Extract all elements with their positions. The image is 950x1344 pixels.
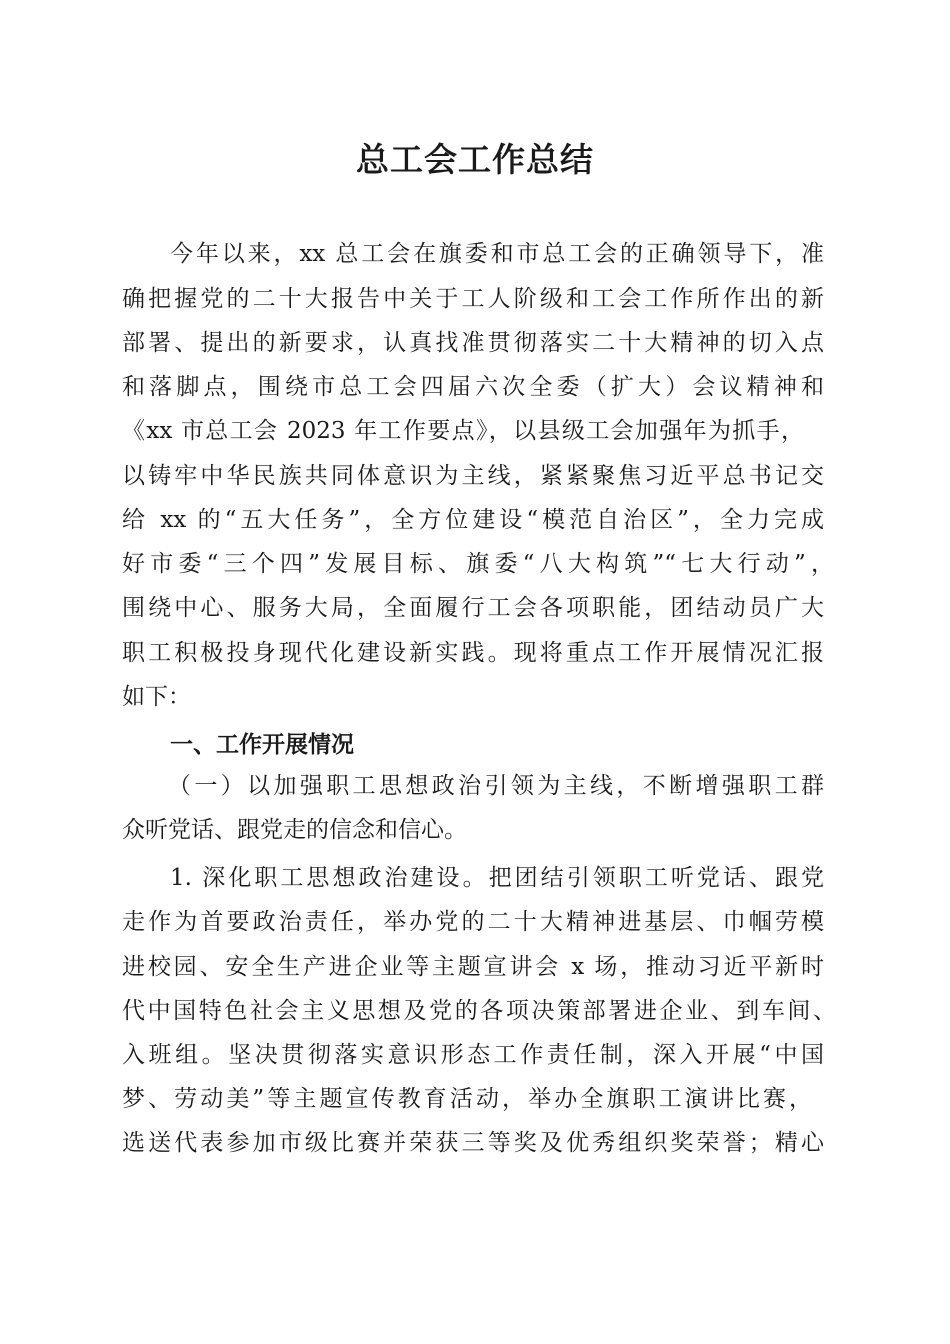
section-heading: 一、工作开展情况 bbox=[170, 732, 354, 758]
paragraph-line: 进校园、安全生产进企业等主题宣讲会 x 场，推动习近平新时 bbox=[122, 954, 824, 980]
page-title: 总工会工作总结 bbox=[356, 140, 594, 179]
paragraph-line: 选送代表参加市级比赛并荣获三等奖及优秀组织奖荣誉；精心 bbox=[122, 1130, 824, 1156]
paragraph-line: 如下： bbox=[122, 684, 191, 710]
paragraph-line: 确把握党的二十大报告中关于工人阶级和工会工作所作出的新 bbox=[122, 286, 824, 312]
paragraph-line: 好市委“三个四”发展目标、旗委“八大构筑”“七大行动”， bbox=[122, 551, 834, 577]
paragraph-line: 1. 深化职工思想政治建设。把团结引领职工听党话、跟党 bbox=[170, 865, 824, 891]
paragraph-line: 以铸牢中华民族共同体意识为主线，紧紧聚焦习近平总书记交 bbox=[122, 463, 824, 489]
subsection-heading-line: 众听党话、跟党走的信念和信心。 bbox=[122, 817, 467, 843]
paragraph-line: 梦、劳动美”等主题宣传教育活动，举办全旗职工演讲比赛， bbox=[122, 1086, 812, 1112]
paragraph-line: 走作为首要政治责任，举办党的二十大精神进基层、巾帼劳模 bbox=[122, 909, 824, 935]
paragraph-line: 部署、提出的新要求，认真找准贯彻落实二十大精神的切入点 bbox=[122, 330, 824, 356]
paragraph-line: 职工积极投身现代化建设新实践。现将重点工作开展情况汇报 bbox=[122, 640, 824, 666]
subsection-heading-line: （一）以加强职工思想政治引领为主线，不断增强职工群 bbox=[168, 773, 824, 799]
paragraph-line: 入班组。坚决贯彻落实意识形态工作责任制，深入开展“中国 bbox=[122, 1042, 824, 1068]
paragraph-line: 和落脚点，围绕市总工会四届六次全委（扩大）会议精神和 bbox=[122, 374, 824, 400]
paragraph-line: 给 xx 的“五大任务”，全方位建设“模范自治区”，全力完成 bbox=[122, 507, 824, 533]
paragraph-line: 今年以来，xx 总工会在旗委和市总工会的正确领导下，准 bbox=[170, 241, 824, 267]
paragraph-line: 《xx 市总工会 2023 年工作要点》，以县级工会加强年为抓手， bbox=[122, 418, 804, 444]
paragraph-line: 围绕中心、服务大局，全面履行工会各项职能，团结动员广大 bbox=[122, 595, 824, 621]
paragraph-line: 代中国特色社会主义思想及党的各项决策部署进企业、到车间、 bbox=[122, 998, 836, 1024]
